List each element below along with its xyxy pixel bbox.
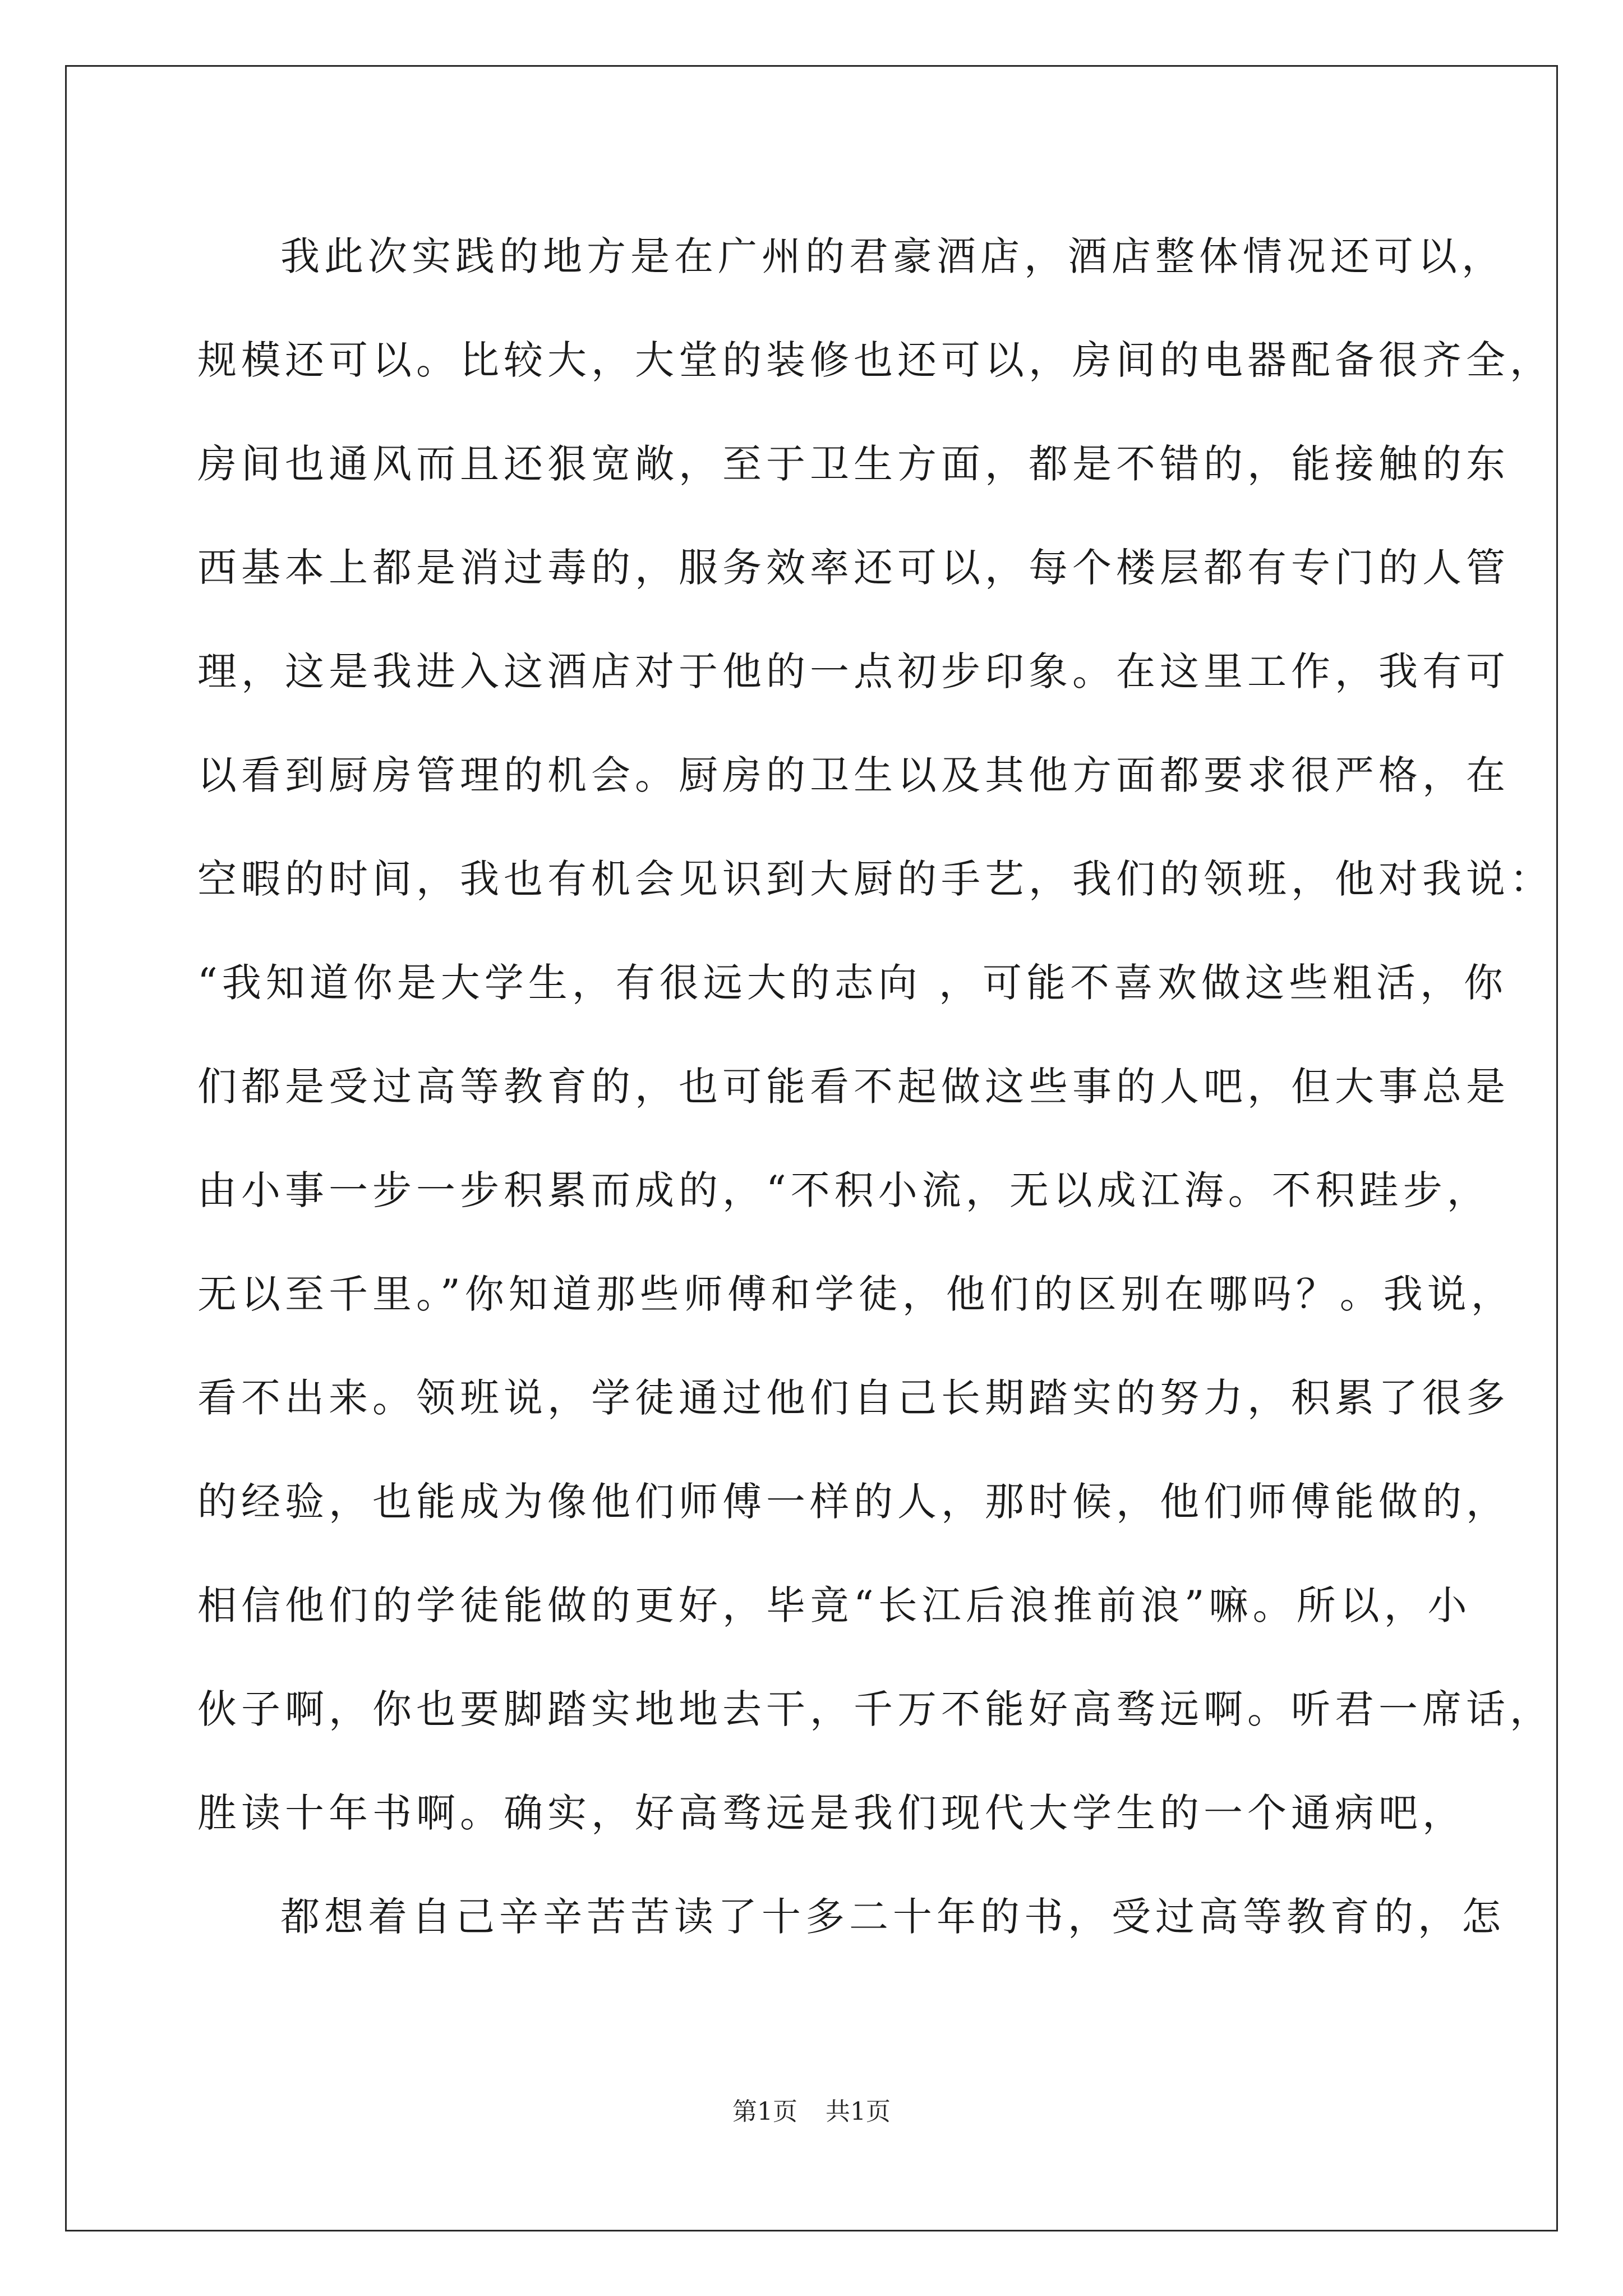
paragraph-line: 理，这是我进入这酒店对于他的一点初步印象。在这里工作，我有可 bbox=[197, 648, 1510, 694]
paragraph-line: 伙子啊，你也要脚踏实地地去干，千万不能好高骛远啊。听君一席话， bbox=[197, 1686, 1553, 1732]
paragraph-line: 们都是受过高等教育的，也可能看不起做这些事的人吧，但大事总是 bbox=[197, 1064, 1510, 1110]
paragraph-line: 我此次实践的地方是在广州的君豪酒店，酒店整体情况还可以， bbox=[280, 233, 1505, 279]
paragraph-line: 无以至千里。”你知道那些师傅和学徒，他们的区别在哪吗？。我说， bbox=[197, 1271, 1515, 1317]
paragraph-line: 看不出来。领班说，学徒通过他们自己长期踏实的努力，积累了很多 bbox=[197, 1375, 1510, 1421]
paragraph-line: 以看到厨房管理的机会。厨房的卫生以及其他方面都要求很严格，在 bbox=[197, 752, 1510, 798]
document-body bbox=[197, 223, 1553, 1987]
paragraph-line: “我知道你是大学生，有很远大的志向 ，可能不喜欢做这些粗活，你 bbox=[197, 960, 1508, 1006]
paragraph-line: 的经验，也能成为像他们师傅一样的人，那时候，他们师傅能做的， bbox=[197, 1479, 1510, 1525]
paragraph-line: 都想着自己辛辛苦苦读了十多二十年的书，受过高等教育的，怎 bbox=[280, 1894, 1505, 1940]
paragraph-line: 空暇的时间，我也有机会见识到大厨的手艺，我们的领班，他对我说： bbox=[197, 856, 1553, 902]
page-total: 共1页 bbox=[826, 2097, 891, 2126]
paragraph-line: 相信他们的学徒能做的更好，毕竟“长江后浪推前浪”嘛。所以，小 bbox=[197, 1582, 1472, 1628]
page-number: 第1页 bbox=[732, 2097, 797, 2126]
paragraph-line: 由小事一步一步积累而成的，“不积小流，无以成江海。不积跬步， bbox=[197, 1167, 1491, 1213]
paragraph-line: 规模还可以。比较大，大堂的装修也还可以，房间的电器配备很齐全， bbox=[197, 337, 1553, 383]
paragraph-line: 胜读十年书啊。确实，好高骛远是我们现代大学生的一个通病吧， bbox=[197, 1790, 1466, 1836]
page-footer bbox=[0, 2095, 1623, 2129]
paragraph-line: 西基本上都是消过毒的，服务效率还可以，每个楼层都有专门的人管 bbox=[197, 545, 1510, 591]
paragraph-line: 房间也通风而且还狠宽敞，至于卫生方面，都是不错的，能接触的东 bbox=[197, 441, 1510, 487]
